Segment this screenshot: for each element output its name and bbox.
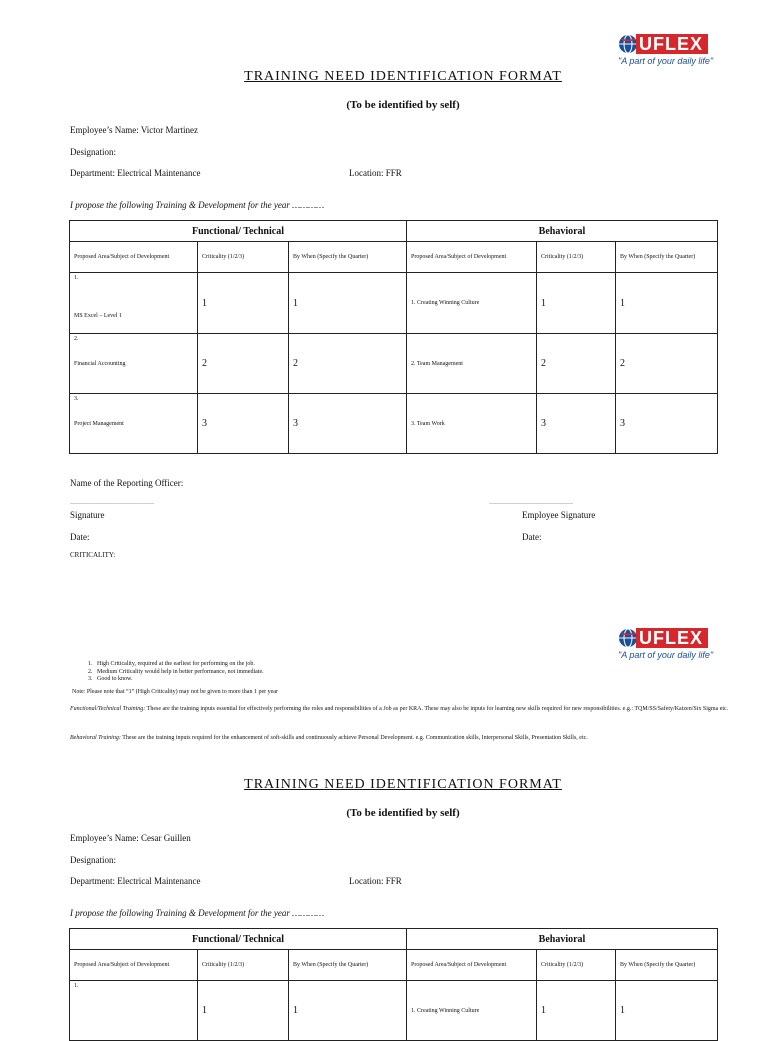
behavioral-header: Behavioral	[407, 221, 718, 242]
table-row	[70, 981, 718, 1041]
functional-when: 1	[289, 273, 407, 334]
employee-name: Employee’s Name: Victor Martinez	[70, 125, 199, 135]
functional-header: Functional/ Technical	[70, 221, 407, 242]
functional-criticality: 1	[198, 981, 289, 1041]
functional-criticality: 3	[198, 394, 289, 454]
row-number: 2.	[74, 336, 79, 342]
col-when: By When (Specify the Quarter)	[289, 950, 407, 981]
functional-header: Functional/ Technical	[70, 929, 407, 950]
employee-signature-label: Employee Signature	[522, 510, 596, 520]
globe-icon	[618, 628, 638, 648]
page-subtitle: (To be identified by self)	[346, 99, 460, 111]
behavioral-criticality: 1	[537, 981, 616, 1041]
date-label: Date:	[522, 532, 542, 542]
table-row	[70, 273, 718, 334]
department: Department: Electrical Maintenance	[70, 168, 201, 178]
signature-line: ……………………………………	[489, 500, 573, 506]
training-table	[69, 928, 718, 1041]
logo-brand: UFLEX	[636, 34, 708, 54]
behavioral-when: 1	[616, 273, 718, 334]
page-subtitle: (To be identified by self)	[346, 807, 460, 819]
behavioral-header: Behavioral	[407, 929, 718, 950]
col-when: By When (Specify the Quarter)	[289, 242, 407, 273]
behavioral-definition: Behavioral Training: These are the training inputs required for the enhancement of soft-skills and continuously achieve Personal Development. e.g. Communication skills, Interpersonal Skills, Presentation Skills, etc.	[70, 735, 588, 741]
behavioral-criticality: 1	[537, 273, 616, 334]
criticality-list	[88, 661, 264, 684]
behavioral-criticality: 2	[537, 334, 616, 394]
functional-criticality: 1	[198, 273, 289, 334]
col-area: Proposed Area/Subject of Development	[407, 950, 537, 981]
table-row	[70, 334, 718, 394]
functional-area	[70, 334, 198, 394]
list-item: 2. Medium Criticality would help in better performance, not immediate.	[88, 668, 264, 675]
functional-when: 2	[289, 334, 407, 394]
location: Location: FFR	[349, 168, 402, 178]
functional-topic: Project Management	[74, 420, 124, 427]
col-area: Proposed Area/Subject of Development	[407, 242, 537, 273]
functional-area	[70, 394, 198, 454]
functional-when: 3	[289, 394, 407, 454]
uflex-logo	[618, 33, 740, 67]
uflex-logo	[618, 627, 740, 661]
list-item: 3. Good to know.	[88, 676, 133, 682]
col-criticality: Criticality (1/2/3)	[537, 242, 616, 273]
behavioral-when: 1	[616, 981, 718, 1041]
row-number: 3.	[74, 396, 79, 402]
proposal-statement: I propose the following Training & Development for the year …………	[70, 200, 325, 210]
page-title: TRAINING NEED IDENTIFICATION FORMAT	[244, 69, 562, 84]
col-when: By When (Specify the Quarter)	[616, 950, 718, 981]
functional-topic: Financial Accounting	[74, 360, 126, 367]
functional-area	[70, 981, 198, 1041]
functional-when: 1	[289, 981, 407, 1041]
col-area: Proposed Area/Subject of Development	[70, 242, 198, 273]
functional-definition: Functional/Technical Training: These are the training inputs essential for effectively performing the roles and responsibilities of a Job as per KRA. These may also be inputs for learning new skills required for new responsibilities. e.g.: TQM/SS/Safety/Kaizen/Six Sigma etc.	[70, 706, 729, 712]
row-number: 1.	[74, 983, 79, 989]
logo-tagline: "A part of your daily life"	[618, 650, 714, 660]
signature-line: ……………………………………	[70, 500, 154, 506]
designation: Designation:	[70, 855, 116, 865]
globe-icon	[618, 34, 638, 54]
department: Department: Electrical Maintenance	[70, 876, 201, 886]
reporting-officer: Name of the Reporting Officer:	[70, 478, 184, 488]
logo-tagline: "A part of your daily life"	[618, 56, 714, 66]
behavioral-area: 1. Creating Winning Culture	[407, 273, 537, 334]
date-label: Date:	[70, 532, 90, 542]
behavioral-area: 3. Team Work	[407, 394, 537, 454]
behavioral-when: 3	[616, 394, 718, 454]
signature-label: Signature	[70, 510, 105, 520]
behavioral-area: 1. Creating Winning Culture	[407, 981, 537, 1041]
col-area: Proposed Area/Subject of Development	[70, 950, 198, 981]
behavioral-area: 2. Team Management	[407, 334, 537, 394]
list-item: 1. High Criticality, required at the earliest for performing on the job.	[88, 661, 255, 667]
table-row	[70, 394, 718, 454]
col-when: By When (Specify the Quarter)	[616, 242, 718, 273]
criticality-note: Note: Please note that “1” (High Criticality) may not be given to more than 1 per year	[72, 689, 278, 695]
functional-area	[70, 273, 198, 334]
functional-criticality: 2	[198, 334, 289, 394]
logo-brand: UFLEX	[636, 628, 708, 648]
location: Location: FFR	[349, 876, 402, 886]
col-criticality: Criticality (1/2/3)	[537, 950, 616, 981]
page-title: TRAINING NEED IDENTIFICATION FORMAT	[244, 777, 562, 792]
col-criticality: Criticality (1/2/3)	[198, 242, 289, 273]
training-table	[69, 220, 718, 454]
behavioral-criticality: 3	[537, 394, 616, 454]
row-number: 1.	[74, 275, 79, 281]
employee-name: Employee’s Name: Cesar Guillen	[70, 833, 191, 843]
proposal-statement: I propose the following Training & Development for the year …………	[70, 908, 325, 918]
criticality-heading: CRITICALITY:	[70, 551, 116, 559]
col-criticality: Criticality (1/2/3)	[198, 950, 289, 981]
functional-topic: MS Excel – Level 1	[74, 313, 122, 319]
behavioral-when: 2	[616, 334, 718, 394]
designation: Designation:	[70, 147, 116, 157]
